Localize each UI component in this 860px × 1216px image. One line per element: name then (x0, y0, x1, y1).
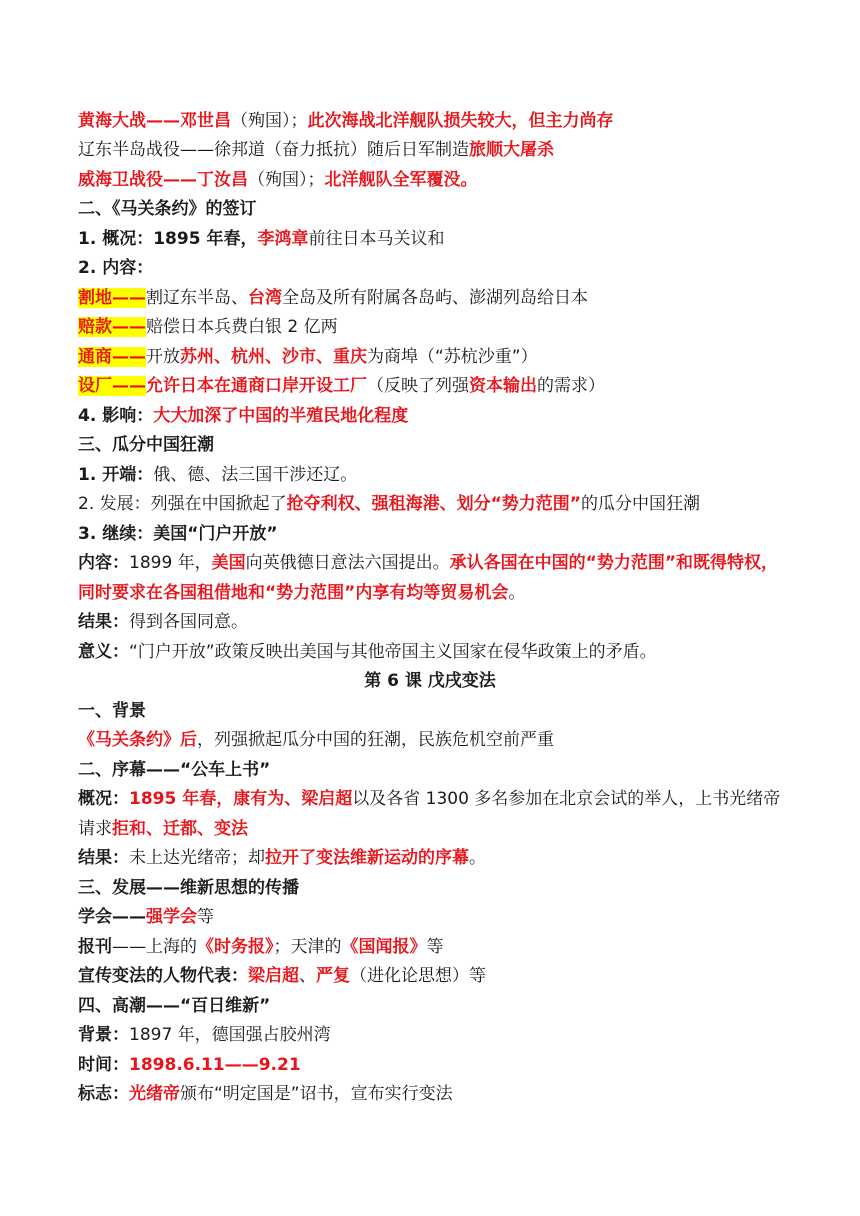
plain-text: 前往日本马关议和 (308, 229, 445, 249)
partition-start-line (78, 461, 790, 491)
highlighted-term: 设厂—— (78, 376, 146, 396)
label-text: 内容： (78, 553, 129, 573)
plain-text: 。 (508, 582, 526, 603)
partition-development-line (78, 490, 790, 520)
memorial-overview-paragraph (78, 785, 790, 844)
section-heading: 三、发展——维新思想的传播 (78, 878, 299, 898)
plain-text: 得到各国同意。 (129, 612, 248, 632)
emphasis-text: 光绪帝 (129, 1084, 180, 1104)
emphasis-text: 资本输出 (469, 376, 537, 396)
content-heading: 2. 内容： (78, 258, 154, 278)
newspaper-line (78, 933, 790, 963)
highlighted-term: 割地—— (78, 288, 146, 308)
battle-name: 威海卫战役—— (78, 170, 197, 190)
plain-text: 等 (197, 907, 214, 927)
emphasis-text: 《国闻报》 (341, 937, 427, 957)
section-heading: 四、高潮——“百日维新” (78, 996, 271, 1016)
plain-text: 1. 概况：1895 年春， (78, 229, 258, 249)
plain-text: “门户开放”政策反映出美国与其他帝国主义国家在侵华政策上的矛盾。 (129, 642, 657, 662)
emphasis-text: 1895 年春，康有为、梁启超 (129, 789, 353, 809)
trade-ports-line (78, 343, 790, 373)
plain-text: 开放 (146, 347, 180, 367)
weihaiwei-battle-line (78, 166, 790, 196)
emphasis-text: 承认各国在中国的“势力范围”和既得特权，同时要求在各国租借地和“势力范围”内享有均等贸易机会 (78, 553, 779, 603)
plain-text: 割辽东半岛、 (146, 288, 248, 308)
emphasis-text: 《马关条约》后 (78, 730, 197, 750)
label-text: 学会—— (78, 907, 146, 927)
reform-background-line (78, 1021, 790, 1051)
emphasis-text: 北洋舰队全军覆没。 (324, 170, 478, 190)
plain-text: ，列强掀起瓜分中国的狂潮，民族危机空前严重 (197, 730, 554, 750)
open-door-result-line (78, 608, 790, 638)
emphasis-text: 强学会 (146, 907, 197, 927)
plain-text: 俄、德、法三国干涉还辽。 (153, 465, 358, 485)
plain-text: 颁布“明定国是”诏书，宣布实行变法 (180, 1084, 453, 1104)
plain-text: （殉国）； (231, 111, 308, 131)
emphasis-text: 梁启超 (248, 966, 299, 986)
plain-text: 。 (469, 848, 486, 868)
label-text: 概况： (78, 789, 129, 809)
plain-text: 4. 影响： (78, 406, 154, 426)
cede-land-line (78, 284, 790, 314)
label-text: 结果： (78, 848, 129, 868)
open-door-content-paragraph (78, 549, 790, 608)
plain-text: 1. 开端： (78, 465, 154, 485)
lesson-title: 第 6 课 戊戌变法 (364, 671, 496, 691)
label-text: 结果： (78, 612, 129, 632)
memorial-result-line (78, 844, 790, 874)
open-door-heading: 3. 继续：美国“门户开放” (78, 524, 278, 544)
emphasis-text: 《时务报》 (197, 937, 274, 957)
plain-text: 为商埠（“苏杭沙重”） (367, 347, 538, 367)
martyr-name: 邓世昌 (180, 111, 231, 131)
plain-text: 以及各省 1300 多名参加在北京会试的举人，上书光绪帝请求 (78, 789, 781, 839)
plain-text: 辽东半岛战役——徐邦道（奋力抵抗）随后日军制造 (78, 140, 469, 160)
emphasis-text: 李鸿章 (257, 229, 309, 249)
plain-text: 2. 发展：列强在中国掀起了 (78, 494, 287, 514)
highlighted-term: 赔款—— (78, 317, 146, 337)
plain-text: ；天津的 (273, 937, 342, 957)
reform-time-line (78, 1051, 790, 1081)
plain-text: （殉国）； (248, 170, 325, 190)
label-text: 背景： (78, 1025, 129, 1045)
open-door-meaning-line (78, 638, 790, 668)
label-text: 宣传变法的人物代表： (78, 966, 248, 986)
section-heading: 一、背景 (78, 701, 146, 721)
background-line (78, 726, 790, 756)
plain-text: 的需求） (537, 376, 605, 396)
liaodong-battle-line (78, 136, 790, 166)
plain-text: 、 (299, 966, 316, 986)
label-text: 报刊 (78, 937, 112, 957)
emphasis-text: 1898.6.11——9.21 (129, 1055, 301, 1075)
indemnity-line (78, 313, 790, 343)
emphasis-text: 旅顺大屠杀 (469, 140, 554, 160)
impact-line (78, 402, 790, 432)
representatives-line (78, 962, 790, 992)
battle-name: 黄海大战—— (78, 111, 180, 131)
emphasis-text: 美国 (211, 553, 246, 573)
plain-text: 1899 年， (129, 553, 212, 573)
section-heading: 三、瓜分中国狂潮 (78, 435, 214, 455)
martyr-name: 丁汝昌 (197, 170, 248, 190)
label-text: 意义： (78, 642, 129, 662)
yellow-sea-battle-line (78, 107, 790, 137)
plain-text: 未上达光绪帝；却 (129, 848, 265, 868)
section-heading: 二、序幕——“公车上书” (78, 760, 271, 780)
emphasis-text: 大大加深了中国的半殖民地化程度 (153, 406, 409, 426)
plain-text: （进化论思想）等 (350, 966, 486, 986)
emphasis-text: 苏州、杭州、沙市、重庆 (180, 347, 367, 367)
emphasis-text: 允许日本在通商口岸开设工厂 (146, 376, 367, 396)
emphasis-text: 严复 (316, 966, 350, 986)
plain-text: ——上海的 (112, 937, 197, 957)
society-line (78, 903, 790, 933)
emphasis-text: 台湾 (248, 288, 282, 308)
emphasis-text: 此次海战北洋舰队损失较大，但主力尚存 (307, 111, 614, 131)
plain-text: 1897 年，德国强占胶州湾 (129, 1025, 331, 1045)
label-text: 时间： (78, 1055, 129, 1075)
overview-line (78, 225, 790, 255)
section-heading: 二、《马关条约》的签订 (78, 199, 257, 219)
emphasis-text: 拉开了变法维新运动的序幕 (265, 848, 469, 868)
factories-line (78, 372, 790, 402)
plain-text: 向英俄德日意法六国提出。 (245, 553, 450, 573)
plain-text: （反映了列强 (367, 376, 469, 396)
plain-text: 的瓜分中国狂潮 (580, 494, 700, 514)
highlighted-term: 通商—— (78, 347, 146, 367)
plain-text: 赔偿日本兵费白银 2 亿两 (146, 317, 338, 337)
emphasis-text: 拒和、迁都、变法 (112, 818, 248, 839)
emphasis-text: 抢夺利权、强租海港、划分“势力范围” (286, 494, 581, 514)
plain-text: 全岛及所有附属各岛屿、澎湖列岛给日本 (282, 288, 588, 308)
plain-text: 等 (426, 937, 444, 957)
reform-symbol-line (78, 1080, 790, 1110)
label-text: 标志： (78, 1084, 129, 1104)
